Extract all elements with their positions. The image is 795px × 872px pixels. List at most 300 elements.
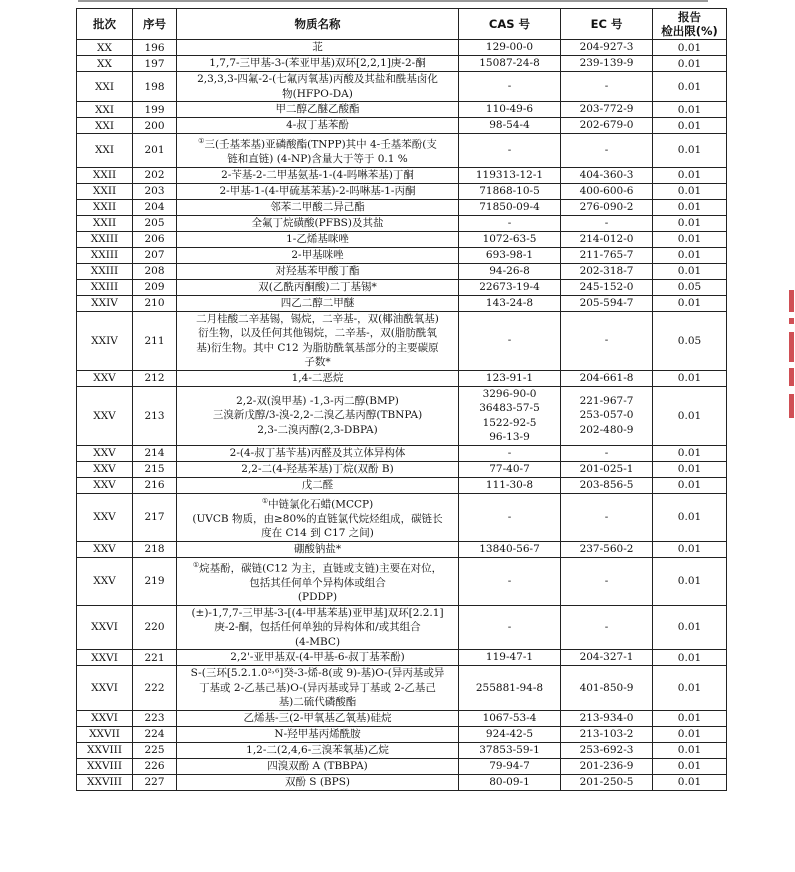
substance-name-line: 双(乙酰丙酮酸)二丁基锡* — [258, 280, 377, 293]
cell-batch: XXVIII — [77, 742, 133, 758]
cas-number: 1067-53-4 — [482, 711, 537, 724]
header-no: 序号 — [133, 9, 177, 40]
cell-cas — [459, 742, 561, 758]
cas-number: 123-91-1 — [485, 371, 534, 384]
header-limit-line1: 报告 — [678, 10, 701, 24]
cas-number: 111-30-8 — [485, 478, 534, 491]
cell-cas — [459, 461, 561, 477]
substance-name-line: 四乙二醇二甲醚 — [280, 296, 355, 309]
table-row — [77, 758, 727, 774]
cell-ec — [561, 134, 653, 168]
cas-number: 22673-19-4 — [479, 280, 540, 293]
cell-batch: XXV — [77, 557, 133, 605]
cell-batch: XXI — [77, 134, 133, 168]
cell-no: 224 — [133, 726, 177, 742]
substance-name-line: 2-(4-叔丁基苄基)丙醛及其立体异构体 — [229, 446, 406, 459]
cell-ec — [561, 279, 653, 295]
cell-substance-name — [177, 710, 459, 726]
ec-number: 202-480-9 — [579, 423, 634, 436]
cell-cas — [459, 183, 561, 199]
header-ec: EC 号 — [561, 9, 653, 40]
cell-batch: XXIII — [77, 231, 133, 247]
ec-number: - — [604, 574, 609, 587]
ec-number: 253-692-3 — [579, 743, 634, 756]
cell-batch: XXI — [77, 102, 133, 118]
cell-batch: XXIII — [77, 279, 133, 295]
cell-ec — [561, 215, 653, 231]
substance-name-line: 2,2-二(4-羟基苯基)丁烷(双酚 B) — [241, 462, 394, 475]
cell-no: 212 — [133, 370, 177, 386]
cell-limit: 0.05 — [653, 279, 727, 295]
cell-substance-name — [177, 774, 459, 790]
cell-no: 220 — [133, 605, 177, 650]
ec-number: - — [604, 216, 609, 229]
ec-number: 204-661-8 — [579, 371, 634, 384]
cell-no: 201 — [133, 134, 177, 168]
cell-substance-name — [177, 231, 459, 247]
cell-no: 218 — [133, 541, 177, 557]
cas-number: - — [507, 144, 512, 156]
cell-no: 199 — [133, 102, 177, 118]
cas-number: 71868-10-5 — [479, 184, 540, 197]
ec-number: 253-057-0 — [579, 409, 634, 422]
cas-number: 80-09-1 — [489, 775, 530, 788]
cell-no: 216 — [133, 477, 177, 493]
cell-cas — [459, 263, 561, 279]
table-row — [77, 666, 727, 711]
cell-batch: XXVI — [77, 650, 133, 666]
cell-cas — [459, 134, 561, 168]
cell-ec — [561, 650, 653, 666]
ec-number: - — [604, 334, 609, 347]
cell-limit: 0.01 — [653, 183, 727, 199]
cell-batch: XXII — [77, 167, 133, 183]
substance-name-line: N-羟甲基丙烯酰胺 — [274, 727, 361, 740]
header-cas: CAS 号 — [459, 9, 561, 40]
cell-batch: XXVI — [77, 605, 133, 650]
table-row — [77, 386, 727, 445]
ec-number: - — [604, 446, 609, 459]
cell-batch: XXV — [77, 477, 133, 493]
substance-name-line: 基)衍生物。其中 C12 为脂肪酰氧基部分的主要碳原 — [196, 341, 439, 354]
cell-substance-name — [177, 386, 459, 445]
cell-no: 223 — [133, 710, 177, 726]
cell-ec — [561, 758, 653, 774]
ec-number: - — [604, 80, 609, 93]
cell-no: 207 — [133, 247, 177, 263]
substance-name-text: 烷基酚，碳链(C12 为主，直链或支链)主要在对位， — [199, 562, 443, 574]
cell-limit: 0.01 — [653, 541, 727, 557]
substance-name-line: 包括其任何单个异构体或组合 — [249, 576, 386, 589]
cell-cas — [459, 726, 561, 742]
cell-limit: 0.01 — [653, 118, 727, 134]
cas-number: 15087-24-8 — [479, 57, 540, 70]
table-row — [77, 183, 727, 199]
cell-limit: 0.01 — [653, 56, 727, 72]
cell-no: 226 — [133, 758, 177, 774]
cell-ec — [561, 774, 653, 790]
cell-ec — [561, 199, 653, 215]
cell-ec — [561, 477, 653, 493]
ec-number: 211-765-7 — [579, 248, 634, 261]
cell-batch: XX — [77, 56, 133, 72]
table-row — [77, 650, 727, 666]
cell-limit: 0.01 — [653, 742, 727, 758]
cell-cas — [459, 650, 561, 666]
cas-number: - — [507, 510, 512, 523]
cas-number: 693-98-1 — [485, 248, 534, 261]
cell-ec — [561, 183, 653, 199]
cell-limit: 0.01 — [653, 445, 727, 461]
substance-name-line: 2,2'-亚甲基双-(4-甲基-6-叔丁基苯酚) — [230, 651, 405, 664]
ec-number: 205-594-7 — [579, 296, 634, 309]
cell-batch: XXIII — [77, 263, 133, 279]
substance-name-line: 戊二醛 — [301, 478, 334, 491]
cell-substance-name — [177, 742, 459, 758]
substance-name-line: 甲二醇乙醚乙酸酯 — [275, 103, 360, 116]
cas-number: 129-00-0 — [485, 41, 534, 54]
ec-number: 201-250-5 — [579, 775, 634, 788]
cas-number: 98-54-4 — [489, 119, 530, 132]
cell-limit: 0.01 — [653, 758, 727, 774]
table-row — [77, 199, 727, 215]
cell-cas — [459, 247, 561, 263]
cell-limit: 0.01 — [653, 102, 727, 118]
ec-number: 203-772-9 — [579, 103, 634, 116]
header-limit — [653, 9, 727, 40]
cell-limit: 0.01 — [653, 295, 727, 311]
cell-limit: 0.01 — [653, 263, 727, 279]
cell-batch: XXI — [77, 118, 133, 134]
cell-limit: 0.01 — [653, 199, 727, 215]
cell-no: 208 — [133, 263, 177, 279]
substance-name-line: 4-叔丁基苯酚 — [286, 119, 349, 132]
substance-name-text: 三(壬基苯基)亚磷酸酯(TNPP)其中 4-壬基苯酚(支 — [204, 138, 437, 151]
ec-number: - — [604, 510, 609, 523]
cell-ec — [561, 370, 653, 386]
cell-limit: 0.01 — [653, 557, 727, 605]
cell-cas — [459, 118, 561, 134]
cell-batch: XXVI — [77, 710, 133, 726]
substance-name-line: 邻苯二甲酸二异己酯 — [270, 200, 365, 213]
cell-substance-name — [177, 72, 459, 102]
table-row — [77, 102, 727, 118]
cell-cas — [459, 56, 561, 72]
table-row — [77, 295, 727, 311]
cell-no: 202 — [133, 167, 177, 183]
cell-limit: 0.01 — [653, 134, 727, 168]
cell-ec — [561, 726, 653, 742]
cell-substance-name — [177, 118, 459, 134]
ec-number: 204-927-3 — [579, 41, 634, 54]
cell-substance-name — [177, 461, 459, 477]
cell-batch: XXV — [77, 445, 133, 461]
table-row — [77, 134, 727, 168]
cell-ec — [561, 386, 653, 445]
cell-no: 222 — [133, 666, 177, 711]
cell-no: 210 — [133, 295, 177, 311]
table-row — [77, 710, 727, 726]
ec-number: 204-327-1 — [579, 651, 634, 664]
header-limit-line2: 检出限(%) — [661, 24, 718, 38]
cell-cas — [459, 541, 561, 557]
substance-name-line: 2-苄基-2-二甲基氨基-1-(4-吗啉苯基)丁酮 — [221, 168, 414, 181]
cell-limit: 0.01 — [653, 605, 727, 650]
cell-limit: 0.01 — [653, 666, 727, 711]
table-row — [77, 231, 727, 247]
ec-number: 213-103-2 — [579, 727, 634, 740]
cas-number: 110-49-6 — [485, 103, 534, 116]
cell-cas — [459, 102, 561, 118]
table-row — [77, 247, 727, 263]
substance-name-line: 对羟基苯甲酸丁酯 — [275, 264, 360, 277]
ec-number: 245-152-0 — [579, 280, 634, 293]
cell-substance-name — [177, 557, 459, 605]
cell-substance-name — [177, 445, 459, 461]
substance-name-line: 子数* — [304, 356, 331, 368]
cell-cas — [459, 477, 561, 493]
cell-substance-name — [177, 102, 459, 118]
substance-name-line: 2-甲基-1-(4-甲硫基苯基)-2-吗啉基-1-丙酮 — [219, 184, 416, 197]
cell-substance-name — [177, 167, 459, 183]
cell-batch: XXIV — [77, 311, 133, 370]
cell-cas — [459, 710, 561, 726]
cas-number: 119313-12-1 — [475, 168, 544, 181]
substance-name-line: 链和直链) (4-NP)含量大于等于 0.1 % — [227, 153, 408, 165]
ec-number: 276-090-2 — [579, 200, 634, 213]
cell-batch: XXIV — [77, 295, 133, 311]
cas-number: 36483-57-5 — [479, 402, 540, 414]
cell-limit: 0.01 — [653, 774, 727, 790]
cas-number: 77-40-7 — [489, 462, 530, 475]
cell-no: 214 — [133, 445, 177, 461]
cell-cas — [459, 758, 561, 774]
cell-batch: XXIII — [77, 247, 133, 263]
cell-ec — [561, 40, 653, 56]
cas-number: 3296-90-0 — [482, 387, 537, 400]
cell-batch: XX — [77, 40, 133, 56]
cell-cas — [459, 605, 561, 650]
cell-no: 221 — [133, 650, 177, 666]
cas-number: 1072-63-5 — [482, 232, 537, 245]
ec-number: 203-856-5 — [579, 478, 634, 491]
cell-ec — [561, 605, 653, 650]
cell-ec — [561, 247, 653, 263]
substance-name-line: 2,3,3,3-四氟-2-(七氟丙氧基)丙酸及其盐和酰基卤化 — [197, 73, 438, 85]
substance-name-line: S-(三环[5.2.1.0²˒⁶]癸-3-烯-8(或 9)-基)O-(异丙基或异 — [190, 667, 445, 679]
cas-number: 143-24-8 — [485, 296, 534, 309]
footnote-marker: ① — [198, 137, 205, 145]
cell-limit: 0.01 — [653, 710, 727, 726]
ec-number: 202-318-7 — [579, 264, 634, 277]
cas-number: 96-13-9 — [489, 431, 530, 443]
cell-limit: 0.01 — [653, 650, 727, 666]
cell-no: 196 — [133, 40, 177, 56]
cell-limit: 0.01 — [653, 370, 727, 386]
cell-limit: 0.01 — [653, 215, 727, 231]
cas-number: - — [507, 216, 512, 229]
cell-limit: 0.01 — [653, 231, 727, 247]
cell-substance-name — [177, 541, 459, 557]
cell-no: 209 — [133, 279, 177, 295]
cell-batch: XXII — [77, 215, 133, 231]
cell-substance-name — [177, 134, 459, 168]
cell-substance-name — [177, 247, 459, 263]
cas-number: - — [507, 621, 512, 633]
substance-name-line: 1,4-二恶烷 — [291, 371, 344, 384]
ec-number: 214-012-0 — [579, 232, 634, 245]
ec-number: 221-967-7 — [579, 394, 634, 407]
cell-batch: XXVIII — [77, 774, 133, 790]
cell-batch: XXV — [77, 386, 133, 445]
ec-number: 202-679-0 — [579, 119, 634, 132]
ec-number: 401-850-9 — [579, 681, 634, 694]
ec-number: 201-236-9 — [579, 759, 634, 772]
cas-number: - — [507, 574, 512, 587]
substance-name-line — [180, 134, 455, 152]
substance-name-line: 度在 C14 到 C17 之间) — [261, 527, 374, 539]
cell-ec — [561, 742, 653, 758]
cell-cas — [459, 231, 561, 247]
cas-number: 255881-94-8 — [475, 681, 544, 694]
substance-name-line: 四溴双酚 A (TBBPA) — [267, 759, 368, 772]
substance-name-line: (4-MBC) — [294, 635, 341, 648]
cell-limit: 0.05 — [653, 311, 727, 370]
substance-name-line: 2,3-二溴丙醇(2,3-DBPA) — [257, 423, 378, 436]
cell-cas — [459, 311, 561, 370]
cell-cas — [459, 666, 561, 711]
cell-no: 219 — [133, 557, 177, 605]
cell-cas — [459, 167, 561, 183]
cell-ec — [561, 311, 653, 370]
footnote-marker: ① — [192, 560, 200, 569]
substance-name-line: 2,2-双(溴甲基) -1,3-丙二醇(BMP) — [236, 394, 399, 407]
ec-number: 201-025-1 — [579, 462, 634, 475]
cas-number: - — [507, 446, 512, 459]
cell-batch: XXV — [77, 493, 133, 541]
cell-no: 225 — [133, 742, 177, 758]
substance-name-line: (PDDP) — [297, 591, 338, 603]
cell-substance-name — [177, 279, 459, 295]
footnote-marker: ① — [261, 496, 269, 505]
table-row — [77, 72, 727, 102]
cell-ec — [561, 666, 653, 711]
cell-substance-name — [177, 493, 459, 541]
cell-cas — [459, 370, 561, 386]
ec-number: 400-600-6 — [579, 184, 634, 197]
cell-substance-name — [177, 183, 459, 199]
substance-name-line: 苝 — [312, 41, 323, 54]
ec-number: 237-560-2 — [579, 542, 634, 555]
cell-ec — [561, 445, 653, 461]
cell-batch: XXV — [77, 370, 133, 386]
cell-batch: XXVI — [77, 666, 133, 711]
cell-no: 197 — [133, 56, 177, 72]
red-stamp-edge — [783, 290, 795, 430]
table-row — [77, 56, 727, 72]
substance-name-line: 硼酸钠盐* — [293, 542, 342, 555]
substance-name-text: 中链氯化石蜡(MCCP) — [268, 498, 374, 510]
cell-no: 198 — [133, 72, 177, 102]
cell-batch: XXVIII — [77, 758, 133, 774]
table-row — [77, 774, 727, 790]
ec-number: - — [604, 621, 609, 633]
cell-cas — [459, 215, 561, 231]
cell-cas — [459, 199, 561, 215]
substance-name-line: 全氟丁烷磺酸(PFBS)及其盐 — [251, 216, 384, 229]
table-row — [77, 40, 727, 56]
cell-cas — [459, 445, 561, 461]
substance-name-line: 1-乙烯基咪唑 — [286, 232, 349, 245]
cell-substance-name — [177, 40, 459, 56]
substance-name-line: 三溴新戊醇/3-溴-2,2-二溴乙基丙醇(TBNPA) — [212, 409, 423, 422]
cell-no: 206 — [133, 231, 177, 247]
cell-substance-name — [177, 605, 459, 650]
cell-substance-name — [177, 295, 459, 311]
ec-number: 404-360-3 — [579, 168, 634, 181]
substance-name-line: 衍生物，以及任何其他锡烷，二辛基-，双(脂肪酰氧 — [198, 327, 437, 339]
table-row — [77, 477, 727, 493]
substance-name-line — [180, 494, 455, 512]
table-row — [77, 215, 727, 231]
cell-no: 205 — [133, 215, 177, 231]
cell-ec — [561, 167, 653, 183]
substance-name-line: 1,2-二(2,4,6-三溴苯氧基)乙烷 — [246, 743, 389, 756]
cell-batch: XXI — [77, 72, 133, 102]
table-row — [77, 167, 727, 183]
table-row — [77, 557, 727, 605]
cell-batch: XXVII — [77, 726, 133, 742]
cas-number: 79-94-7 — [489, 759, 530, 772]
cell-limit: 0.01 — [653, 726, 727, 742]
cell-substance-name — [177, 311, 459, 370]
cas-number: 1522-92-5 — [482, 416, 537, 429]
cas-number: 37853-59-1 — [479, 743, 540, 756]
cell-ec — [561, 557, 653, 605]
cell-ec — [561, 102, 653, 118]
cell-substance-name — [177, 726, 459, 742]
cell-ec — [561, 72, 653, 102]
cell-substance-name — [177, 263, 459, 279]
cell-limit: 0.01 — [653, 386, 727, 445]
substance-name-line: 二月桂酸二辛基锡，锡烷，二辛基-，双(椰油酰氧基) — [196, 312, 439, 325]
cell-ec — [561, 461, 653, 477]
cas-number: 119-47-1 — [485, 651, 534, 664]
cell-substance-name — [177, 56, 459, 72]
cell-substance-name — [177, 215, 459, 231]
cell-limit: 0.01 — [653, 477, 727, 493]
table-row — [77, 118, 727, 134]
cell-limit: 0.01 — [653, 247, 727, 263]
cell-ec — [561, 231, 653, 247]
cas-number: 13840-56-7 — [479, 542, 540, 555]
cell-cas — [459, 279, 561, 295]
table-row — [77, 541, 727, 557]
cell-no: 203 — [133, 183, 177, 199]
cas-number: 71850-09-4 — [479, 200, 540, 213]
cell-cas — [459, 557, 561, 605]
table-row — [77, 311, 727, 370]
cell-limit: 0.01 — [653, 461, 727, 477]
substance-name-line: 基)二硫代磷酸酯 — [278, 696, 357, 708]
substance-name-line: 物(HFPO-DA) — [282, 87, 353, 100]
cell-cas — [459, 72, 561, 102]
cell-ec — [561, 56, 653, 72]
substance-table — [76, 8, 727, 791]
cell-no: 227 — [133, 774, 177, 790]
substance-name-line — [180, 558, 455, 576]
cell-batch: XXV — [77, 461, 133, 477]
